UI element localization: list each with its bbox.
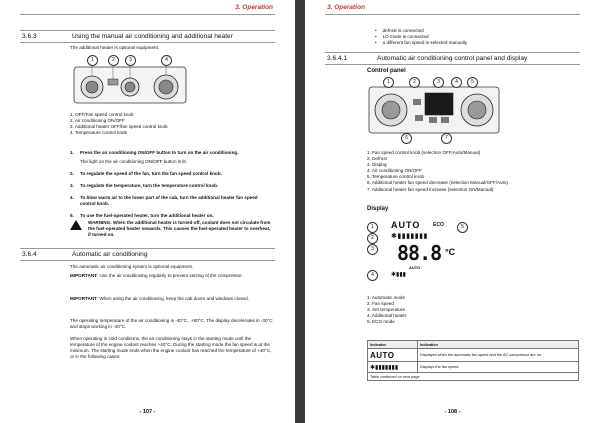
step-note: The light on the air conditioning ON/OFF button is lit. [80, 159, 187, 164]
legend-item: 4. Temperature control knob [70, 130, 128, 136]
warning-text: WARNING: When the additional heater is turned off, coolant does not circulate from the fuel-operated heater onwards. This causes the fuel-operated heater to overheat, if turned on. [88, 220, 271, 237]
step [70, 213, 273, 219]
panel-callout-2: 2 [409, 77, 420, 88]
panel-callout-3: 3 [433, 77, 444, 88]
important-paragraph [70, 273, 273, 279]
legend-item: 1. OFF/Fan speed control knob [70, 112, 134, 117]
panel-callout-4: 4 [451, 77, 462, 88]
step [70, 195, 273, 207]
legend-item: 2. Fan speed [367, 301, 394, 307]
section-title: Using the manual air conditioning and additional heater [72, 33, 233, 40]
legend-item: 1. Automatic mode [367, 295, 406, 300]
legend-item: 4. Additional heater [367, 313, 407, 319]
procedure-steps [70, 150, 273, 225]
section-number: 3.6.4 [22, 251, 37, 258]
indication-cell: Displayed when the automatic fan speed and the AC compressor are on. [418, 349, 579, 362]
paragraph: The operating temperature of the air conditioning is -40°C...+80°C. The display decelerates in -30°C and stops working in -40°C. [70, 318, 273, 329]
knob-legend [70, 112, 168, 136]
step-number: 4. [70, 195, 74, 200]
step-text: To blow warm air to the lower part of the cab, turn the additional heater fan speed control knob. [80, 195, 258, 206]
indicator-cell: ✱▮▮▮▮▮▮▮ [368, 362, 418, 373]
display-illustration [367, 216, 477, 282]
important-paragraph [70, 296, 273, 302]
legend-item: 3. Display [367, 162, 388, 168]
section-number: 3.6.3 [22, 33, 37, 40]
paragraph-text: : When using the air conditioning, keep the cab doors and windows closed. [96, 296, 249, 301]
table-header-cell: Indicator [368, 341, 418, 349]
header-rule [20, 14, 275, 15]
left-page [0, 0, 295, 423]
legend-item: 1. Fan speed control knob (selection OFF/Auto/Manual) [367, 150, 481, 155]
display-legend [367, 295, 406, 325]
legend-item: 5. ECO mode [367, 319, 395, 325]
manual-control-panel-illustration [70, 55, 190, 105]
legend-item: 6. Additional heater fan speed decrease (selection Manual/OFF/Auto) [367, 180, 508, 186]
intro-text: The additional heater is optional equipment. [70, 45, 160, 50]
warning-icon [70, 220, 82, 230]
section-heading [325, 52, 580, 65]
step-number: 3. [70, 183, 74, 188]
display-heater-bars: ✱▮▮▮ [391, 272, 406, 278]
automatic-control-panel-illustration [367, 77, 502, 145]
paragraph: The automatic air conditioning system is optional equipment. [70, 264, 194, 269]
paragraph: When operating in cold conditions, the air conditioning stays in the starting mode until the temperature of the engine coolant reaches +40°C. During the starting mode the fan speed is at the minimum. The starting mode ends when the engine coolant has reached the temperature of +40°C, or in the following cases: [70, 336, 272, 359]
table-footer-row [368, 373, 579, 381]
page-number: - 107 - [139, 409, 156, 415]
subheading-control-panel: Control panel [367, 68, 406, 74]
paragraph-text: : Use the air conditioning regularly to prevent seizing of the compressor. [96, 273, 243, 278]
bullet-list [375, 28, 467, 46]
display-auto-indicator: AUTO [391, 220, 421, 230]
table-row [368, 362, 579, 373]
subheading-display: Display [367, 206, 389, 212]
display-temperature: 88.8 [397, 241, 442, 265]
panel-callout-7: 7 [441, 133, 452, 144]
callout-3: 3 [125, 55, 136, 66]
step [70, 150, 273, 165]
display-callout-1: 1 [367, 222, 378, 233]
legend-item: 2. Defrost [367, 156, 387, 162]
section-heading [20, 30, 275, 43]
table-row [368, 349, 579, 362]
callout-2: 2 [108, 55, 119, 66]
table-header-row [368, 341, 579, 349]
callout-1: 1 [87, 55, 98, 66]
step-text: To regulate the speed of the fan, turn the fan speed control knob. [80, 171, 222, 176]
step-number: 2. [70, 171, 74, 176]
step-text: To regulate the temperature, turn the temperature control knob. [80, 183, 219, 188]
bullet-item: • a different fan speed is selected manually [375, 40, 467, 46]
display-callout-5: 5 [457, 222, 468, 233]
panel-callout-6: 6 [401, 133, 412, 144]
step-text: To use the fuel-operated heater, turn the additional heater on. [80, 213, 214, 218]
bullet-item: • defrost is connected [375, 28, 467, 34]
display-callout-3: 3 [367, 244, 378, 255]
section-title: Automatic air conditioning control panel and display [377, 55, 528, 62]
legend-item: 4. Air conditioning ON/OFF [367, 168, 422, 174]
display-unit: °C [445, 247, 456, 257]
running-header: 3. Operation [327, 4, 365, 11]
panel-callout-1: 1 [383, 77, 394, 88]
callout-4: 4 [161, 55, 172, 66]
display-fan-bars: ✱▮▮▮▮▮▮▮ [391, 233, 428, 240]
step-number: 1. [70, 150, 74, 155]
table-header-cell: Indication [418, 341, 579, 349]
legend-item: 7. Additional heater fan speed increase (selection ON/Manual) [367, 186, 494, 192]
display-callout-2: 2 [367, 233, 378, 244]
indication-cell: Displays the fan speed. [418, 362, 579, 373]
panel-callout-5: 5 [467, 77, 478, 88]
page-number: - 108 - [444, 409, 461, 415]
section-title: Automatic air conditioning [72, 251, 148, 258]
section-number: 3.6.4.1 [327, 55, 348, 62]
display-callout-4: 4 [367, 270, 378, 281]
indicator-table [367, 340, 579, 381]
section-heading [20, 248, 275, 261]
legend-item: 3. Additional heater OFF/fan speed control knob [70, 124, 168, 130]
header-rule [325, 14, 580, 15]
step [70, 171, 273, 177]
indicator-cell: AUTO [368, 349, 418, 362]
bullet-item: • LO mode is connected [375, 34, 467, 40]
warning-block [70, 220, 273, 238]
right-page [305, 0, 600, 423]
important-label: IMPORTANT [70, 273, 97, 278]
step-text: Press the air conditioning ON/OFF button to turn on the air conditioning. [80, 150, 239, 155]
legend-item: 3. Set temperature [367, 307, 406, 313]
important-label: IMPORTANT [70, 296, 97, 301]
legend-item: 5. Temperature control knob [367, 174, 425, 180]
panel-legend [367, 150, 508, 193]
step-number: 5. [70, 213, 74, 218]
legend-item: 2. Air conditioning ON/OFF [70, 118, 125, 124]
display-eco-indicator: ECO [433, 222, 444, 228]
step [70, 183, 273, 189]
running-header: 3. Operation [235, 4, 273, 11]
table-footer: Table continued on next page [368, 373, 579, 381]
display-auto-small: AUTO [409, 265, 421, 270]
